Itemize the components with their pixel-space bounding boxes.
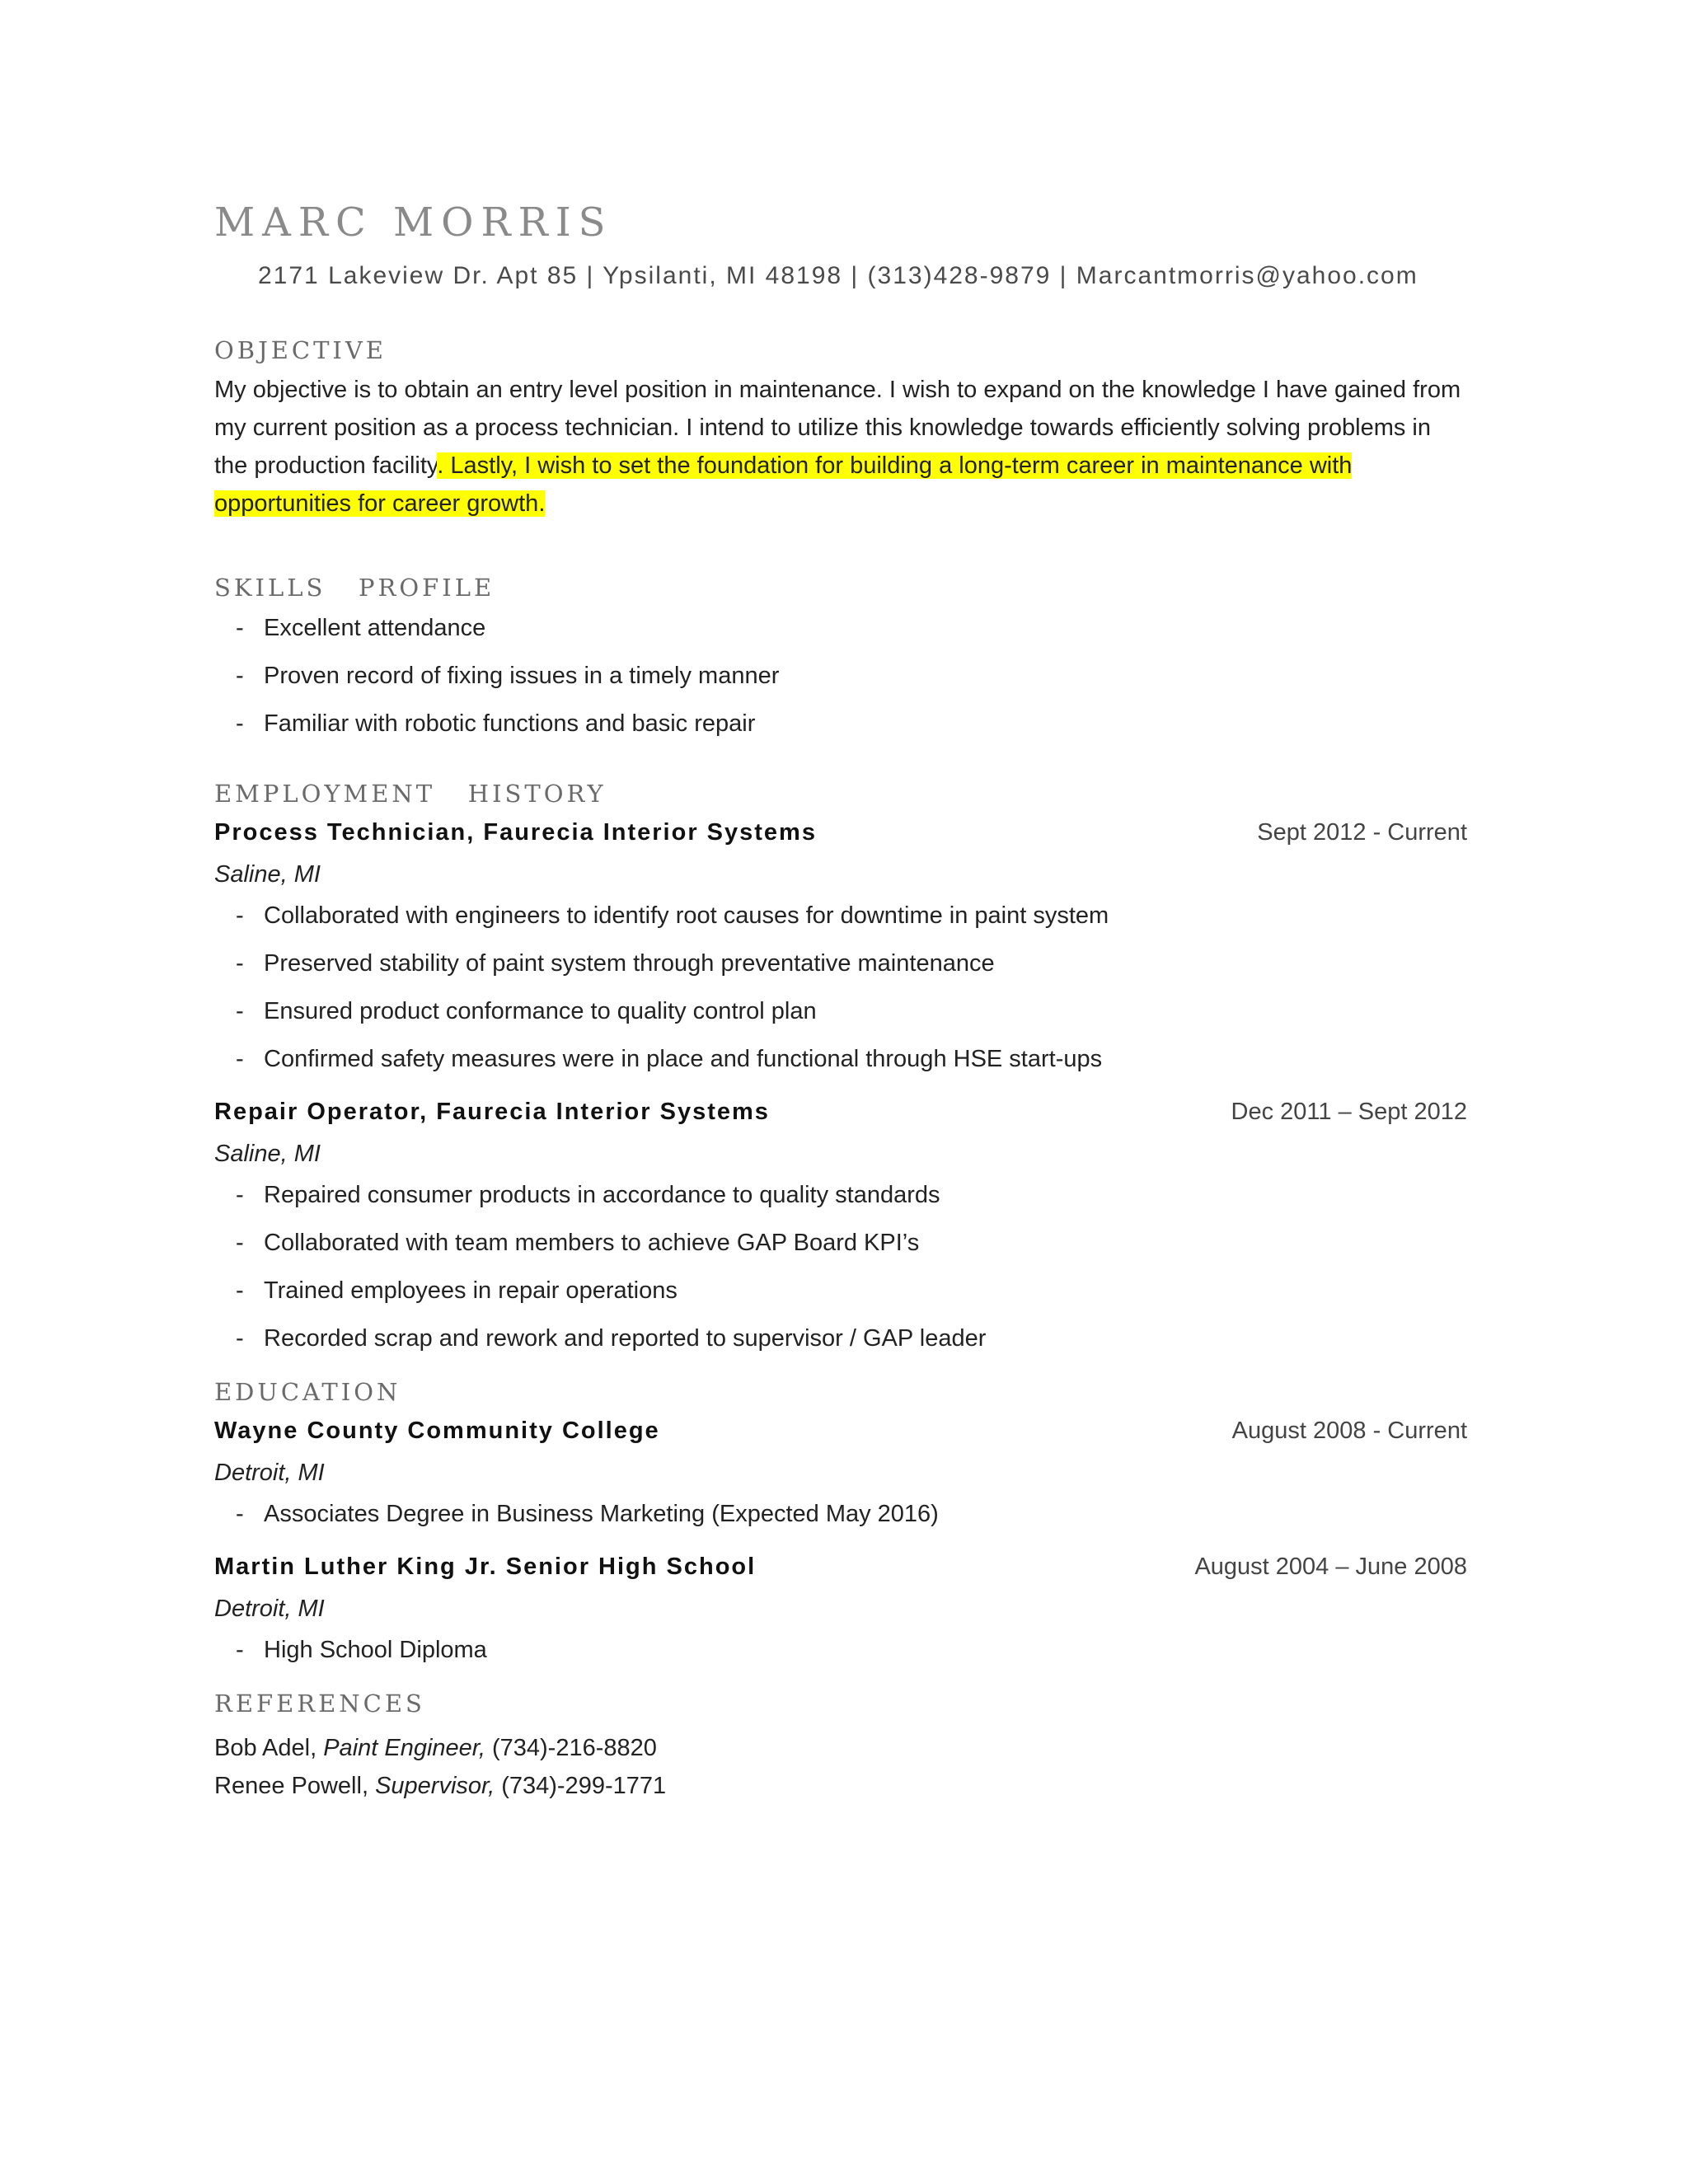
list-item-text: High School Diploma [264,1637,487,1663]
list-item [214,949,1467,978]
section-title-objective: OBJECTIVE [214,336,387,364]
list-item [214,996,1467,1026]
job-position: Repair Operator, Faurecia Interior Systems [214,1099,770,1125]
bullet-dash: - [236,1501,244,1527]
reference-name: Bob Adel, [214,1735,324,1761]
school-dates: August 2004 – June 2008 [1194,1554,1467,1580]
bullet-dash: - [236,1325,244,1352]
objective-text-plain: My objective is to obtain an entry level position in maintenance. I wish to expand on the knowledge I have gained from my current position as a process technician. I intend to utilize this knowledge towards efficiently solving problems in the production facility [214,377,1461,479]
section-title-references: REFERENCES [214,1690,425,1718]
job-location: Saline, MI [214,861,321,888]
list-item-text: Confirmed safety measures were in place and functional through HSE start-ups [264,1046,1103,1072]
job-dates: Dec 2011 – Sept 2012 [1231,1099,1467,1125]
list-item-text: Recorded scrap and rework and reported to supervisor / GAP leader [264,1325,987,1352]
list-item-text: Associates Degree in Business Marketing (Expected May 2016) [264,1501,939,1527]
job-location: Saline, MI [214,1141,321,1167]
education-header [214,1418,1467,1445]
list-item [214,1635,1467,1665]
education-entry [214,1418,1467,1529]
list-item-text: Familiar with robotic functions and basic repair [264,710,756,737]
list-item-text: Collaborated with engineers to identify root causes for downtime in paint system [264,902,1109,929]
list-item-text: Excellent attendance [264,615,486,641]
bullet-dash: - [236,1182,244,1208]
job-duties-list [214,901,1467,1074]
resume-page [214,198,1467,1805]
reference-item [214,1767,1467,1805]
list-item [214,709,1467,738]
list-item [214,1180,1467,1210]
references-list [214,1729,1467,1805]
job-duties-list [214,1180,1467,1353]
objective-text-highlighted: . Lastly, I wish to set the foundation for building a long-term career in maintenance with opportunities for career growth. [214,452,1353,517]
reference-phone: (734)-216-8820 [491,1735,657,1761]
objective-text [214,371,1467,523]
reference-role: Paint Engineer, [323,1735,492,1761]
contact-line: 2171 Lakeview Dr. Apt 85 | Ypsilanti, MI 48198 | (313)428-9879 | Marcantmorris@yahoo.com [258,262,1418,289]
list-item [214,1228,1467,1258]
job-header [214,819,1467,846]
skills-list [214,613,1467,738]
list-item-text: Repaired consumer products in accordance to quality standards [264,1182,940,1208]
bullet-dash: - [236,710,244,737]
job-dates: Sept 2012 - Current [1257,819,1467,846]
school-name: Wayne County Community College [214,1418,660,1444]
education-details-list [214,1499,1467,1529]
section-title-employment: EMPLOYMENT HISTORY [214,780,607,808]
bullet-dash: - [236,663,244,689]
job-entry [214,1099,1467,1353]
reference-item [214,1729,1467,1767]
bullet-dash: - [236,1637,244,1663]
reference-phone: (734)-299-1771 [501,1773,667,1799]
education-details-list [214,1635,1467,1665]
job-entry [214,819,1467,1074]
list-item [214,901,1467,930]
bullet-dash: - [236,1230,244,1256]
bullet-dash: - [236,998,244,1024]
list-item-text: Trained employees in repair operations [264,1277,678,1304]
bullet-dash: - [236,902,244,929]
bullet-dash: - [236,950,244,977]
reference-name: Renee Powell, [214,1773,376,1799]
reference-role: Supervisor, [375,1773,502,1799]
list-item [214,1324,1467,1353]
job-header [214,1099,1467,1126]
list-item-text: Ensured product conformance to quality control plan [264,998,817,1024]
bullet-dash: - [236,615,244,641]
school-location: Detroit, MI [214,1460,325,1486]
list-item-text: Preserved stability of paint system through preventative maintenance [264,950,995,977]
list-item [214,1499,1467,1529]
bullet-dash: - [236,1046,244,1072]
bullet-dash: - [236,1277,244,1304]
list-item-text: Proven record of fixing issues in a timely manner [264,663,780,689]
section-title-skills: SKILLS PROFILE [214,574,495,602]
list-item [214,1044,1467,1074]
school-location: Detroit, MI [214,1596,325,1622]
list-item [214,1276,1467,1305]
education-header [214,1554,1467,1581]
list-item [214,613,1467,643]
list-item [214,661,1467,691]
list-item-text: Collaborated with team members to achieve GAP Board KPI’s [264,1230,920,1256]
section-title-education: EDUCATION [214,1378,401,1406]
job-position: Process Technician, Faurecia Interior Systems [214,819,817,846]
school-name: Martin Luther King Jr. Senior High School [214,1554,757,1580]
education-entry [214,1554,1467,1665]
candidate-name: MARC MORRIS [214,199,613,246]
school-dates: August 2008 - Current [1231,1418,1467,1444]
